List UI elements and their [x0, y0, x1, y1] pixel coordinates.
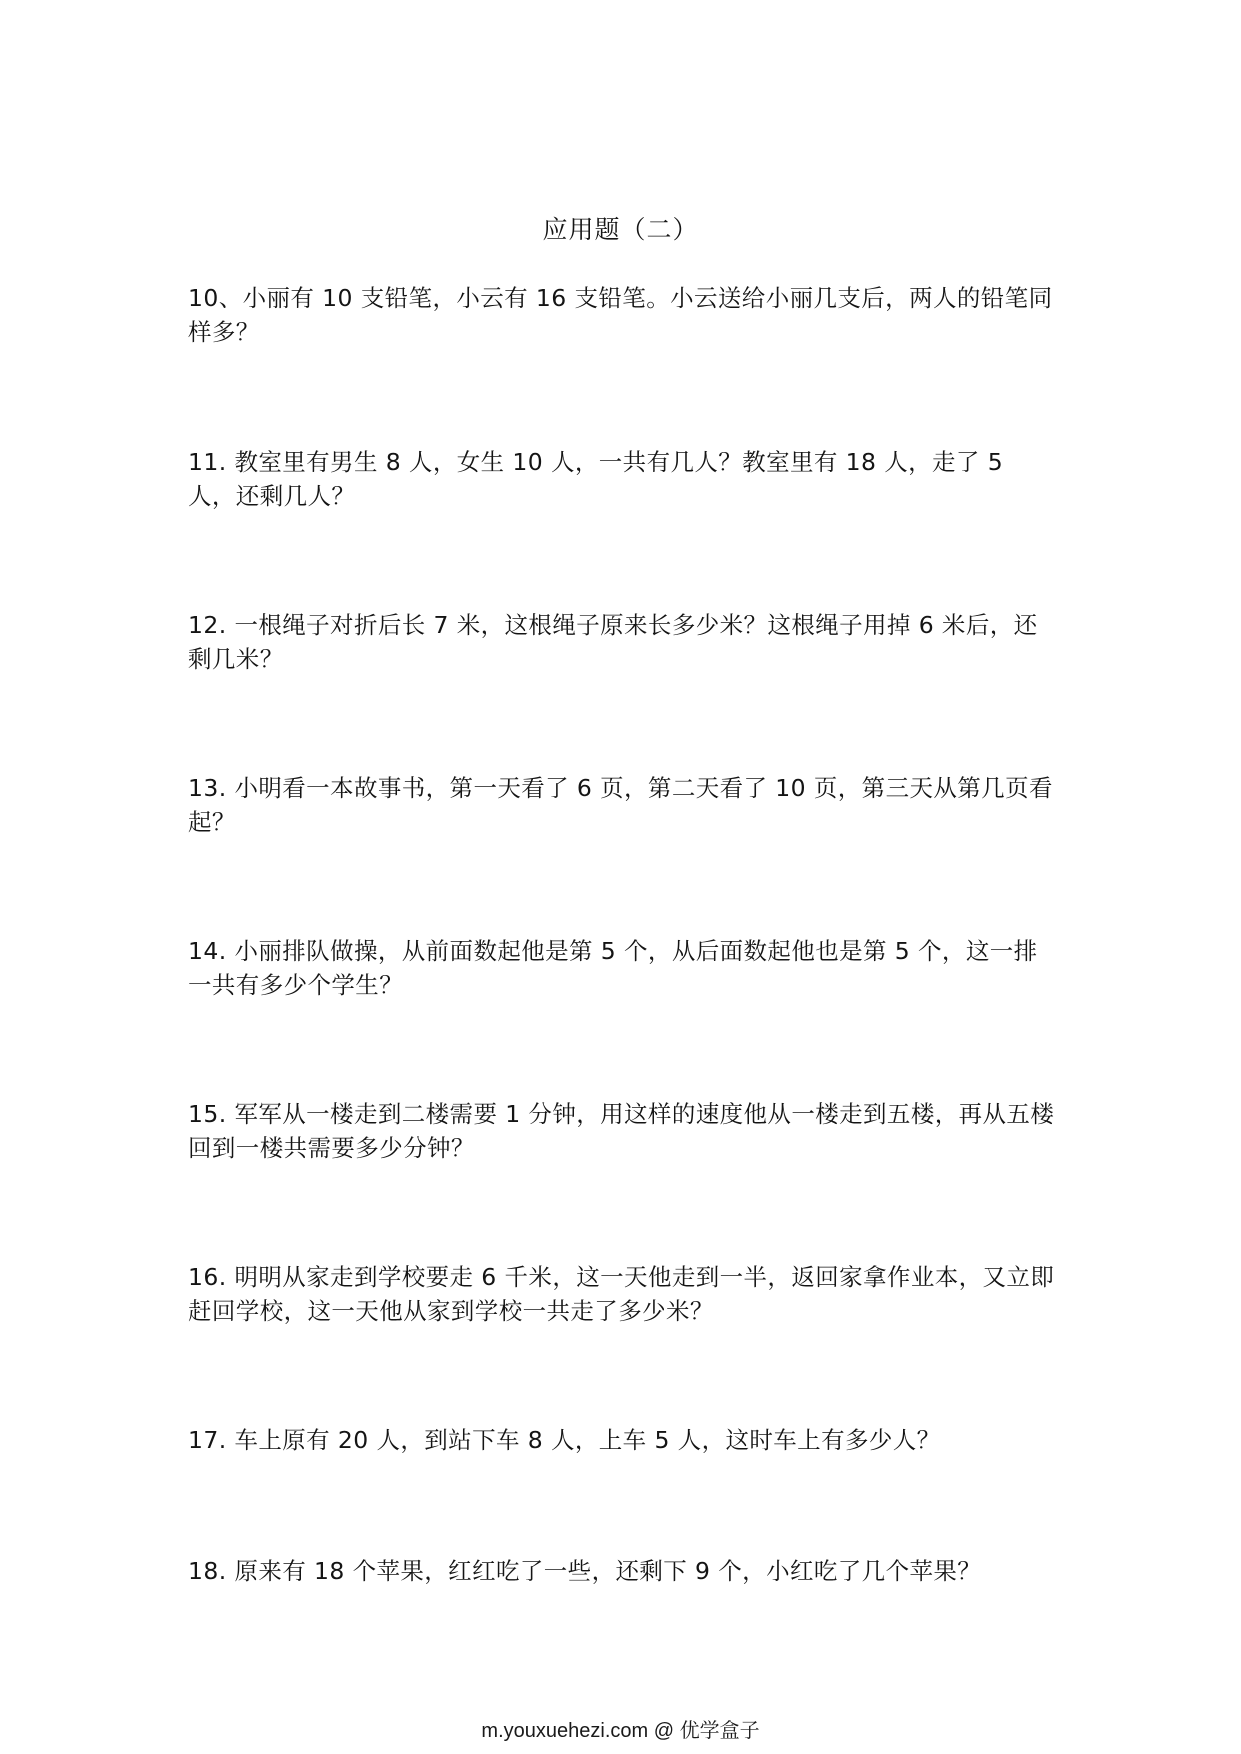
question-18: 18. 原来有 18 个苹果，红红吃了一些，还剩下 9 个，小红吃了几个苹果？ [188, 1557, 982, 1585]
question-15: 15. 军军从一楼走到二楼需要 1 分钟，用这样的速度他从一楼走到五楼，再从五楼回到一楼共需要多少分钟？ [188, 1100, 1055, 1162]
page-title: 应用题（二） [542, 215, 699, 244]
footer-watermark: m.youxuehezi.com @ 优学盒子 [481, 1720, 760, 1742]
question-17: 17. 车上原有 20 人，到站下车 8 人，上车 5 人，这时车上有多少人？ [188, 1426, 941, 1454]
question-10: 10、小丽有 10 支铅笔，小云有 16 支铅笔。小云送给小丽几支后，两人的铅笔同样多？ [188, 284, 1053, 346]
question-13: 13. 小明看一本故事书，第一天看了 6 页，第二天看了 10 页，第三天从第几页看起？ [188, 774, 1053, 836]
question-11: 11. 教室里有男生 8 人，女生 10 人，一共有几人？教室里有 18 人，走了 5 人，还剩几人？ [188, 448, 1004, 510]
question-14: 14. 小丽排队做操，从前面数起他是第 5 个，从后面数起他也是第 5 个，这一排一共有多少个学生？ [188, 937, 1038, 999]
question-12: 12. 一根绳子对折后长 7 米，这根绳子原来长多少米？这根绳子用掉 6 米后，还剩几米？ [188, 611, 1038, 673]
question-16: 16. 明明从家走到学校要走 6 千米，这一天他走到一半，返回家拿作业本，又立即赶回学校，这一天他从家到学校一共走了多少米？ [188, 1263, 1055, 1325]
